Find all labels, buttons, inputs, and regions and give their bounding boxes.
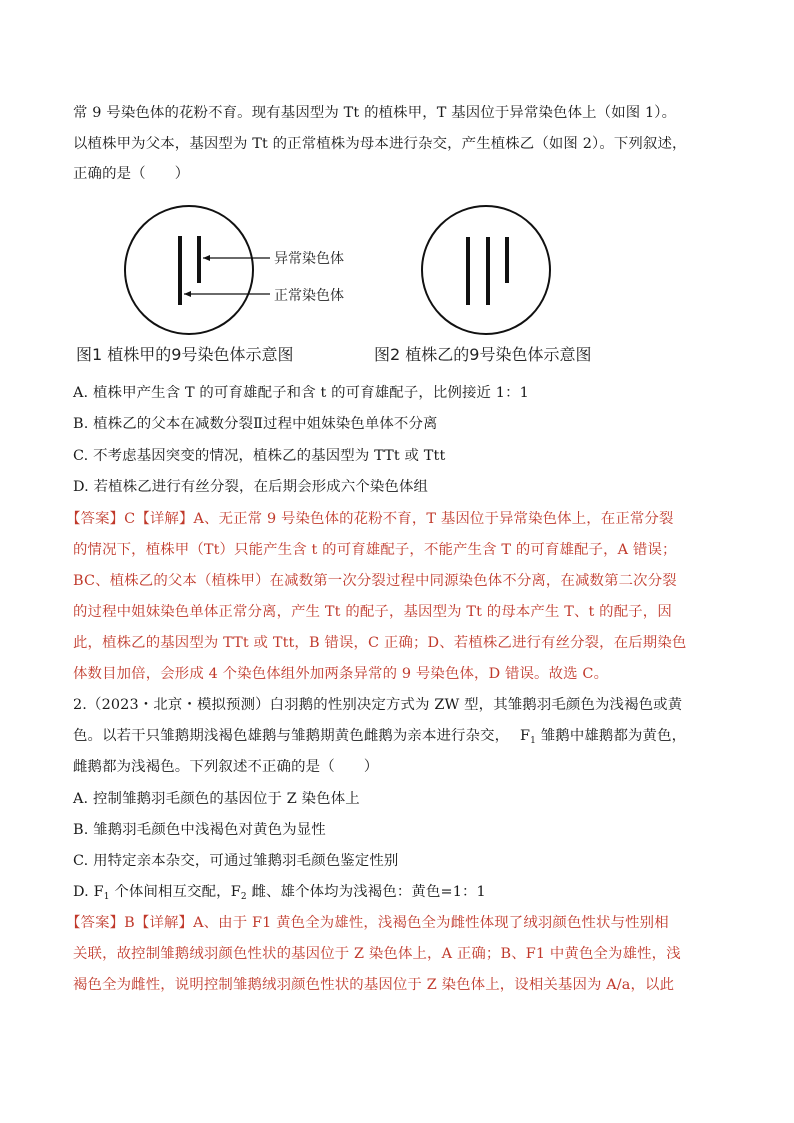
q2-stem-line-2-tail xyxy=(520,727,686,745)
label-normal-chromosome: 正常染色体 xyxy=(274,288,344,304)
q1-answer-line-6: 体数目加倍，会形成 4 个染色体组外加两条异常的 9 号染色体，D 错误。故选 C。 xyxy=(73,666,609,682)
chromosome-figure xyxy=(0,0,794,380)
q2-option-c: C. 用特定亲本杂交，可通过雏鹅羽毛颜色鉴定性别 xyxy=(73,853,399,869)
fig1-cell-circle xyxy=(125,206,253,334)
q2-stem-line-4: 雌鹅都为浅褐色。下列叙述不正确的是（ ） xyxy=(73,759,379,775)
pointer-abnormal-arrowhead xyxy=(203,255,210,261)
q2-answer-line-3: 褐色全为雌性，说明控制雏鹅绒羽颜色性状的基因位于 Z 染色体上，设相关基因为 A/a，以此 xyxy=(73,977,675,993)
q1-stem-line-3: 正确的是（ ） xyxy=(73,166,190,182)
q1-stem-line-2: 以植株甲为父本，基因型为 Tt 的正常植株为母本进行杂交，产生植株乙（如图 2）。下列叙述， xyxy=(73,136,687,152)
answer-letter: B xyxy=(124,915,135,931)
figure1-caption: 图1 植株甲的9号染色体示意图 xyxy=(76,345,294,364)
pointer-normal-arrowhead xyxy=(184,291,191,297)
q2-stem-line-1: 2.（2023・北京・模拟预测）白羽鹅的性别决定方式为 ZW 型，其雏鹅羽毛颜色为浅褐色或黄 xyxy=(73,697,683,713)
q2-option-a: A. 控制雏鹅羽毛颜色的基因位于 Z 染色体上 xyxy=(73,791,360,807)
answer-letter: C xyxy=(124,511,136,527)
answer-detail-text: A、无正常 9 号染色体的花粉不育，T 基因位于异常染色体上，在正常分裂 xyxy=(193,511,674,527)
f1-label: F xyxy=(520,728,531,744)
q1-answer-line-3: BC、植株乙的父本（植株甲）在减数第一次分裂过程中同源染色体不分离，在减数第二次分裂 xyxy=(73,573,677,589)
q1-option-c: C. 不考虑基因突变的情况，植株乙的基因型为 TTt 或 Ttt xyxy=(73,448,446,464)
q1-answer-line-4: 的过程中姐妹染色单体正常分离，产生 Tt 的配子，基因型为 Tt 的母本产生 T、t 的配子，因 xyxy=(73,604,672,620)
answer-detail-text: A、由于 F1 黄色全为雄性，浅褐色全为雌性体现了绒羽颜色性状与性别相 xyxy=(193,915,669,931)
q2-stem-line-2: 色。以若干只雏鹅期浅褐色雄鹅与雏鹅期黄色雌鹅为亲本进行杂交， xyxy=(73,728,510,744)
q1-answer-line-1 xyxy=(66,510,674,528)
q1-option-a: A. 植株甲产生含 T 的可育雄配子和含 t 的可育雄配子，比例接近 1：1 xyxy=(73,385,529,401)
q2-stem-continued: 雏鹅中雄鹅都为黄色， xyxy=(536,728,687,744)
q2-option-b: B. 雏鹅羽毛颜色中浅褐色对黄色为显性 xyxy=(73,822,326,838)
answer-tag: 【答案】 xyxy=(66,511,125,527)
f1-subscript: 1 xyxy=(530,736,537,746)
answer-tag: 【答案】 xyxy=(66,915,125,931)
q2-answer-line-2: 关联，故控制雏鹅绒羽颜色性状的基因位于 Z 染色体上，A 正确；B、F1 中黄色全为雄性，浅 xyxy=(73,946,681,962)
detail-tag: 【详解】 xyxy=(135,511,194,527)
detail-tag: 【详解】 xyxy=(134,915,194,931)
q1-answer-line-5: 此，植株乙的基因型为 TTt 或 Ttt，B 错误，C 正确；D、若植株乙进行有丝分裂，在后期染色 xyxy=(73,635,687,651)
q1-option-b: B. 植株乙的父本在减数分裂Ⅱ过程中姐妹染色单体不分离 xyxy=(73,416,438,432)
q1-stem-line-1: 常 9 号染色体的花粉不育。现有基因型为 Tt 的植株甲，T 基因位于异常染色体上（如图 1）。 xyxy=(73,105,677,121)
q2-answer-line-1 xyxy=(66,914,669,932)
q1-answer-line-2: 的情况下，植株甲（Tt）只能产生含 t 的可育雄配子，不能产生含 T 的可育雄配子，A 错误； xyxy=(73,542,677,558)
q2-option-d: D. $F_1$ 个体间相互交配，$F_2$ 雌、雄个体均为浅褐色：黄色=1：1 xyxy=(73,884,486,902)
figure2-caption: 图2 植株乙的9号染色体示意图 xyxy=(374,345,592,364)
q1-option-d: D. 若植株乙进行有丝分裂，在后期会形成六个染色体组 xyxy=(73,479,429,495)
label-abnormal-chromosome: 异常染色体 xyxy=(274,251,344,267)
